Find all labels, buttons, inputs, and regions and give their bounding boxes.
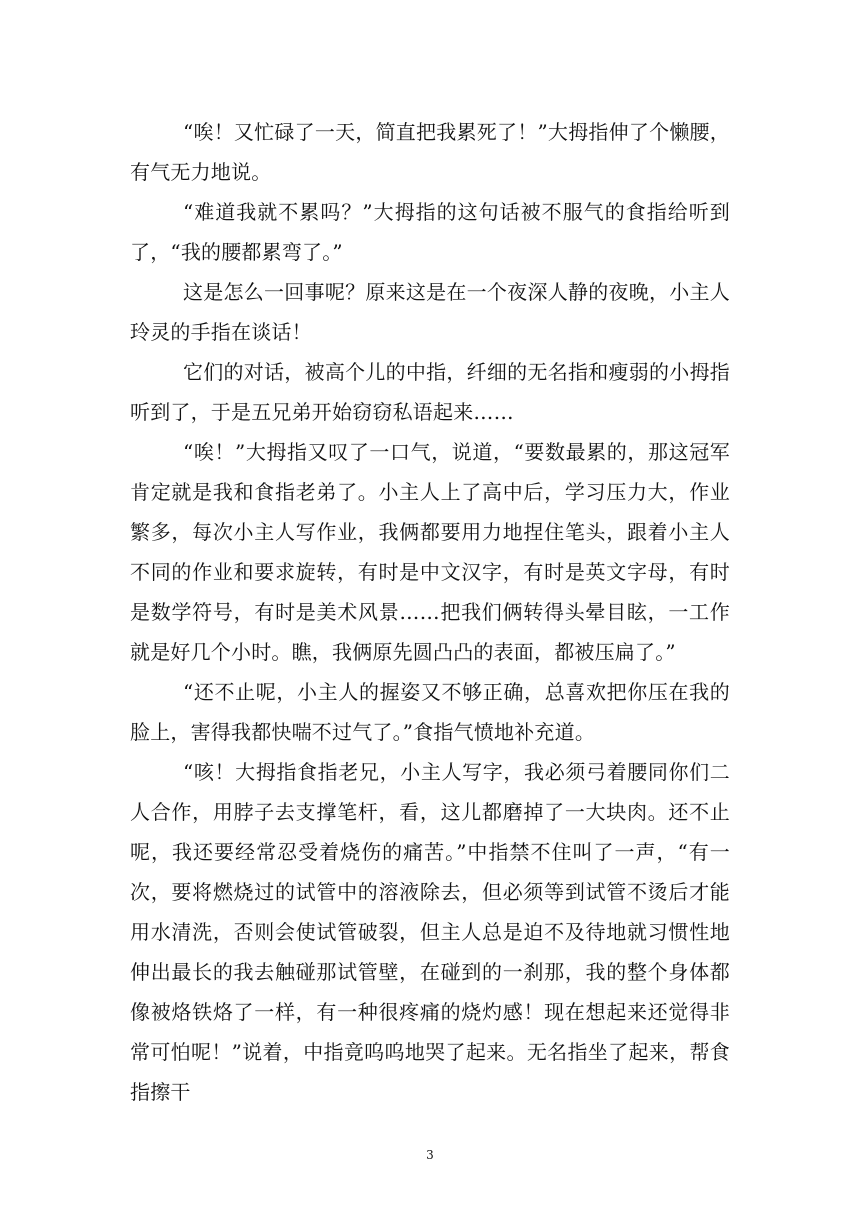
paragraph: “唉！又忙碌了一天，简直把我累死了！”大拇指伸了个懒腰，有气无力地说。 xyxy=(130,120,730,184)
body-text xyxy=(130,112,730,1112)
paragraph: 这是怎么一回事呢？原来这是在一个夜深人静的夜晚，小主人玲灵的手指在谈话！ xyxy=(130,280,730,344)
paragraph: “难道我就不累吗？”大拇指的这句话被不服气的食指给听到了，“我的腰都累弯了。” xyxy=(130,200,730,264)
paragraph: “唉！”大拇指又叹了一口气，说道，“要数最累的，那这冠军肯定就是我和食指老弟了。小主人上了高中后，学习压力大，作业繁多，每次小主人写作业，我俩都要用力地捏住笔头，跟着小主人不同的作业和要求旋转，有时是中文汉字，有时是英文字母，有时是数学符号，有时是美术风景……把我们俩转得头晕目眩，一工作就是好几个小时。瞧，我俩原先圆凸凸的表面，都被压扁了。” xyxy=(130,440,730,664)
paragraph: “咳！大拇指食指老兄，小主人写字，我必须弓着腰同你们二人合作，用脖子去支撑笔杆，看，这儿都磨掉了一大块肉。还不止呢，我还要经常忍受着烧伤的痛苦。”中指禁不住叫了一声，“有一次，要将燃烧过的试管中的溶液除去，但必须等到试管不烫后才能用水清洗，否则会使试管破裂，但主人总是迫不及待地就习惯性地伸出最长的我去触碰那试管壁，在碰到的一刹那，我的整个身体都像被烙铁烙了一样，有一种很疼痛的烧灼感！现在想起来还觉得非常可怕呢！”说着，中指竟呜呜地哭了起来。无名指坐了起来，帮食指擦干 xyxy=(130,760,730,1104)
paragraph: 它们的对话，被高个儿的中指，纤细的无名指和瘦弱的小拇指听到了，于是五兄弟开始窃窃私语起来…… xyxy=(130,360,730,424)
paragraph: “还不止呢，小主人的握姿又不够正确，总喜欢把你压在我的脸上，害得我都快喘不过气了。”食指气愤地补充道。 xyxy=(130,680,730,744)
page-number: 3 xyxy=(426,1148,434,1162)
